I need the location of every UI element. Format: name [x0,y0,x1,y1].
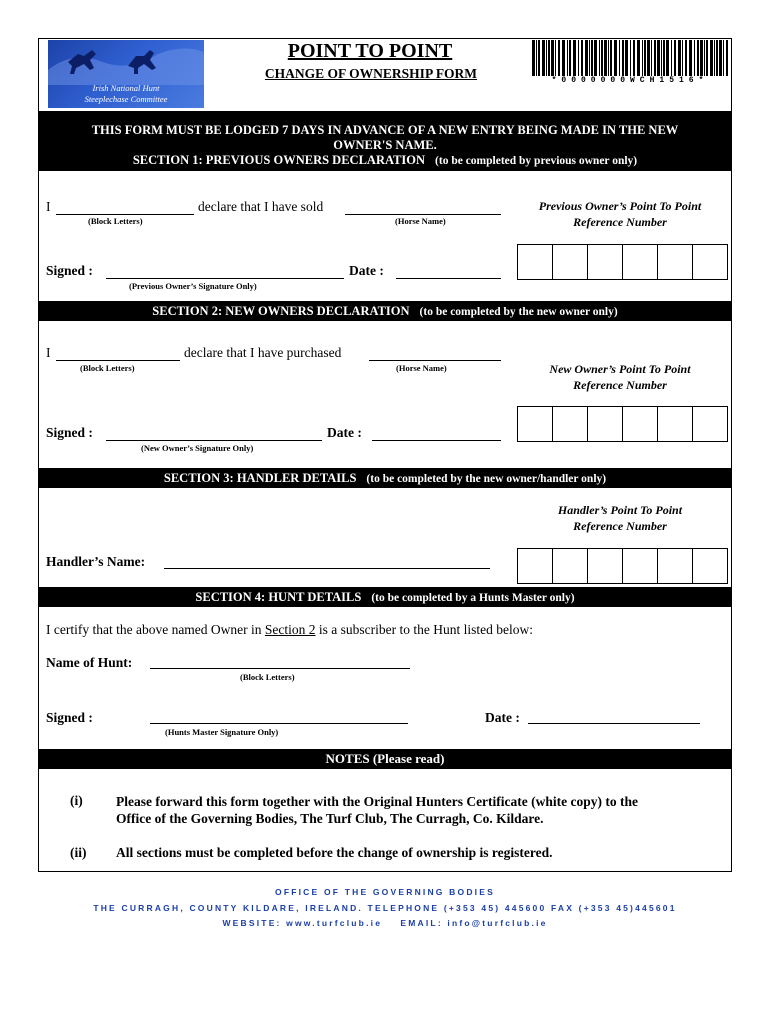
s1-signature-field[interactable] [106,278,344,279]
section3-header [39,468,731,488]
section4-note: (to be completed by a Hunts Master only) [371,592,575,604]
s2-declare-text: declare that I have purchased [184,345,342,360]
section2-title: SECTION 2: NEW OWNERS DECLARATION [152,304,410,318]
s3-ref-caption-line2: Reference Number [573,519,667,533]
s2-date-label: Date : [327,425,362,440]
s4-signature-field[interactable] [150,723,408,724]
ref-digit-box[interactable] [517,548,553,584]
ref-digit-box[interactable] [587,548,623,584]
section1-note: (to be completed by previous owner only) [435,155,638,167]
s4-certify-before: I certify that the above named Owner in [46,622,265,637]
section3-note: (to be completed by the new owner/handler only) [366,473,607,485]
ref-digit-box[interactable] [552,406,588,442]
footer-website: WEBSITE: www.turfclub.ie [222,918,383,928]
s4-certify-text [46,622,533,638]
ref-digit-box[interactable] [622,548,658,584]
committee-logo [48,40,204,108]
s1-ref-caption-line1: Previous Owner’s Point To Point [538,199,702,213]
s1-declare-text: declare that I have sold [198,199,324,214]
s1-signature-caption: (Previous Owner’s Signature Only) [129,281,257,291]
s2-ref-caption-line2: Reference Number [573,378,667,392]
s3-ref-caption [510,502,730,534]
s2-reference-boxes[interactable] [517,406,728,442]
section1-title: SECTION 1: PREVIOUS OWNERS DECLARATION [132,153,426,167]
s2-ref-caption [510,361,730,393]
s1-horse-name-caption: (Horse Name) [395,216,446,226]
s2-signature-field[interactable] [106,440,322,441]
s1-block-letters-caption: (Block Letters) [88,216,143,226]
footer-address: THE CURRAGH, COUNTY KILDARE, IRELAND. TELEPHONE (+353 45) 445600 FAX (+353 45)445601 [93,903,677,913]
ref-digit-box[interactable] [622,244,658,280]
s1-horse-name-field[interactable] [345,214,501,215]
s1-ref-caption [510,198,730,230]
s2-owner-name-field[interactable] [56,360,180,361]
s4-certify-after: is a subscriber to the Hunt listed below: [315,622,534,637]
footer-contact [0,918,770,928]
ref-digit-box[interactable] [552,548,588,584]
note-1-line1: Please forward this form together with the Original Hunters Certificate (white copy) to the [116,794,639,809]
notes-header: NOTES (Please read) [39,749,731,769]
s4-section2-reference: Section 2 [264,622,316,637]
s3-reference-boxes[interactable] [517,548,728,584]
s4-signed-label: Signed : [46,710,93,725]
ref-digit-box[interactable] [657,548,693,584]
footer-office: OFFICE OF THE GOVERNING BODIES [275,887,495,897]
s1-ref-caption-line2: Reference Number [573,215,667,229]
note-2-number: (ii) [70,845,87,860]
logo-text-line2: Steeplechase Committee [84,94,168,104]
banner-line2: OWNER'S NAME. [333,138,437,152]
s1-i-label: I [46,199,51,214]
ref-digit-box[interactable] [692,406,728,442]
s4-date-label: Date : [485,710,520,725]
s2-date-field[interactable] [372,440,501,441]
ref-digit-box[interactable] [517,244,553,280]
s4-date-field[interactable] [528,723,700,724]
ref-digit-box[interactable] [657,406,693,442]
section3-title: SECTION 3: HANDLER DETAILS [163,471,357,485]
s4-hunt-label: Name of Hunt: [46,655,133,670]
form-title: POINT TO POINT [287,40,453,62]
ref-digit-box[interactable] [657,244,693,280]
ref-digit-box[interactable] [517,406,553,442]
note-1-number: (i) [70,793,83,808]
banner-line1: THIS FORM MUST BE LODGED 7 DAYS IN ADVANCE OF A NEW ENTRY BEING MADE IN THE NEW [91,123,679,137]
s1-signed-label: Signed : [46,263,93,278]
form-subtitle: CHANGE OF OWNERSHIP FORM [264,66,478,81]
s2-signed-label: Signed : [46,425,93,440]
ref-digit-box[interactable] [552,244,588,280]
s2-horse-name-field[interactable] [369,360,501,361]
barcode-text: *0000000WCH1516* [551,76,709,85]
s1-date-field[interactable] [396,278,501,279]
ref-digit-box[interactable] [587,244,623,280]
footer-email: EMAIL: info@turfclub.ie [400,918,548,928]
lodgement-banner [39,111,731,171]
note-1-text [116,793,638,827]
section2-header [39,301,731,321]
s1-owner-name-field[interactable] [56,214,194,215]
s2-horse-name-caption: (Horse Name) [396,363,447,373]
s2-block-letters-caption: (Block Letters) [80,363,135,373]
s4-signature-caption: (Hunts Master Signature Only) [165,727,279,737]
s2-signature-caption: (New Owner’s Signature Only) [141,443,254,453]
logo-text-line1: Irish National Hunt [92,83,160,93]
s4-block-letters-caption: (Block Letters) [240,672,295,682]
s2-ref-caption-line1: New Owner’s Point To Point [549,362,691,376]
section4-header [39,587,731,607]
ref-digit-box[interactable] [692,548,728,584]
s3-ref-caption-line1: Handler’s Point To Point [557,503,683,517]
s4-hunt-name-field[interactable] [150,668,410,669]
s1-reference-boxes[interactable] [517,244,728,280]
s3-handler-name-label: Handler’s Name: [46,554,146,569]
ref-digit-box[interactable] [622,406,658,442]
s3-handler-name-field[interactable] [164,568,490,569]
note-2-text: All sections must be completed before the change of ownership is registered. [116,845,553,860]
note-1-line2: Office of the Governing Bodies, The Turf Club, The Curragh, Co. Kildare. [116,811,544,826]
section4-title: SECTION 4: HUNT DETAILS [195,590,362,604]
s2-i-label: I [46,345,51,360]
s1-date-label: Date : [349,263,384,278]
ref-digit-box[interactable] [692,244,728,280]
barcode-icon [532,40,728,78]
ref-digit-box[interactable] [587,406,623,442]
section2-note: (to be completed by the new owner only) [419,306,618,318]
